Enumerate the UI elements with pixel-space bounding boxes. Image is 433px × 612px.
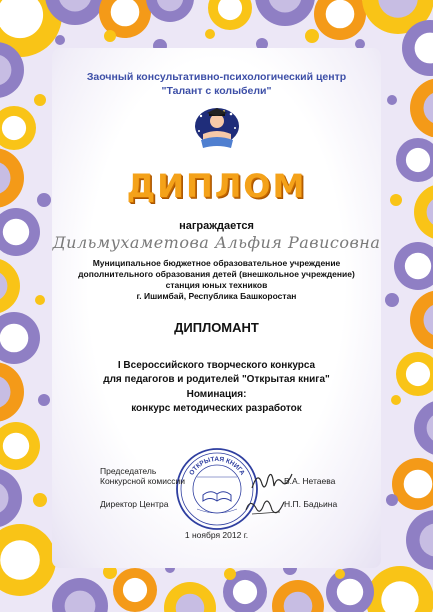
- institution-line-4: г. Ишимбай, Республика Башкоростан: [136, 291, 297, 301]
- border-ring-inner: [337, 579, 363, 605]
- contest-line-1: I Всероссийского творческого конкурса: [117, 360, 316, 371]
- border-ring-inner: [326, 0, 355, 28]
- nomination-label: Номинация:: [186, 389, 247, 400]
- border-ring-inner: [0, 540, 40, 580]
- border-ring-inner: [404, 470, 433, 499]
- border-dot: [335, 569, 345, 579]
- institution-line-2: дополнительного образования детей (внешкольное учреждение): [78, 269, 355, 279]
- border-dot: [386, 494, 398, 506]
- border-dot: [205, 29, 215, 39]
- diploma-title: ДИПЛОМ: [126, 167, 307, 205]
- border-ring-inner: [2, 116, 26, 140]
- border-ring-inner: [123, 578, 147, 602]
- chair-name: В.А. Нетаева: [284, 476, 336, 486]
- center-logo-icon: [191, 104, 243, 152]
- border-dot: [104, 30, 116, 42]
- border-dot: [224, 568, 236, 580]
- border-dot: [305, 29, 319, 43]
- chair-label-line-2: Конкурсной комиссии: [100, 476, 185, 486]
- issue-date: 1 ноября 2012 г.: [184, 530, 249, 540]
- organizer-line-2: "Талант с колыбели": [161, 85, 272, 97]
- organizer-line-1: Заочный консультативно-психологический центр: [86, 71, 347, 83]
- stamp-text: ОТКРЫТАЯ КНИГА: [188, 455, 246, 477]
- awarded-label: награждается: [179, 220, 254, 232]
- recipient-name: Дильмухаметова Альфия Рависовна: [52, 233, 381, 252]
- institution-line-3: станция юных техников: [165, 280, 268, 290]
- director-label: Директор Центра: [100, 499, 169, 509]
- institution-line-1: Муниципальное бюджетное образовательное учреждение: [92, 258, 341, 268]
- border-dot: [33, 493, 47, 507]
- director-signature: [244, 494, 288, 520]
- border-ring-inner: [3, 433, 29, 459]
- chair-label-line-1: Председатель: [100, 466, 157, 476]
- border-dot: [55, 35, 65, 45]
- border-ring-inner: [233, 580, 257, 604]
- nomination-value: конкурс методических разработок: [131, 403, 302, 414]
- chair-signature: [250, 466, 294, 496]
- award-rank: ДИПЛОМАНТ: [174, 320, 259, 335]
- contest-line-2: для педагогов и родителей "Открытая книга": [103, 374, 330, 385]
- director-name: Н.П. Бадьина: [284, 499, 338, 509]
